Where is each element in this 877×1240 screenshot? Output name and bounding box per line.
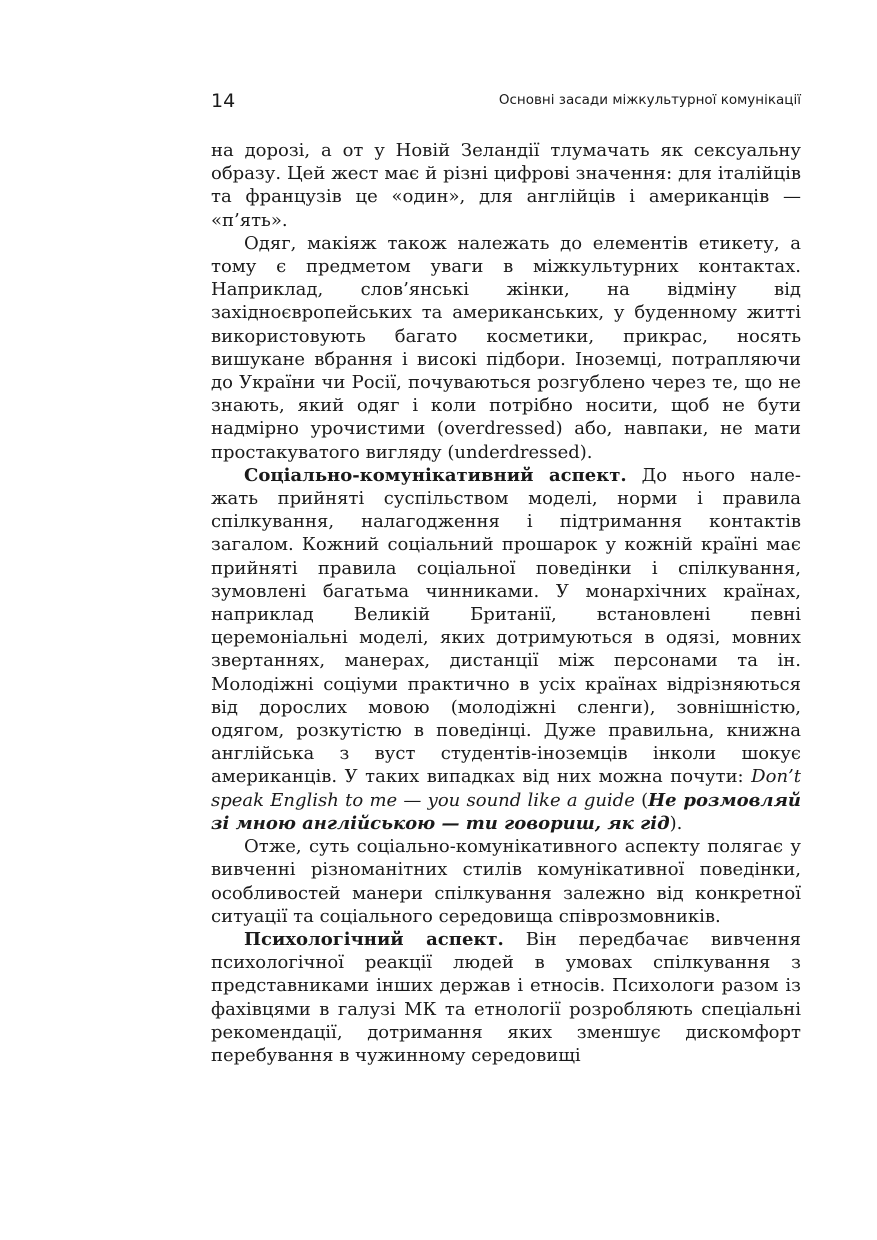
close-paren: ).	[669, 812, 683, 834]
paragraph-psychological-aspect	[211, 928, 801, 1067]
running-header	[211, 90, 801, 114]
running-title: Основні засади міжкультурної комунікації	[498, 92, 801, 108]
ukrainian-translation: Не розмовляй зі мною англійською — ти говориш, як гід	[211, 789, 801, 834]
paragraph-text: Одяг, макіяж також належать до елементів етикету, а тому є предметом уваги в міжкультурних контактах. Наприклад, слов’янські жінки, на відміну від західноєвропейських та американських, у буденному житті використовують багато косметики, прикрас, носять вишукане вбрання і високі підбори. Іноземці, потрапляючи до України чи Росії, почуваються розгублено через те, що не знають, який одяг і коли потрібно носити, щоб не бути надмірно урочистими (overdressed) або, навпаки, не мати простакуватого вигляду (underdressed).	[211, 232, 801, 463]
open-paren: (	[634, 789, 649, 811]
body-text	[211, 139, 801, 1067]
paragraph-clothing	[211, 232, 801, 464]
paragraph-continuation	[211, 139, 801, 232]
paragraph-text: на дорозі, а от у Новій Зеландії тлумачать як сексуальну образу. Цей жест має й різні цифрові значення: для італійців та французів це «один», для англійців і американців — «п’ять».	[211, 140, 801, 231]
paragraph-text: Він передбачає вивчення психологічної реакції людей в умовах спілкування з представниками інших держав і етносів. Психологи разом із фахівцями в галузі МК та етнології розробляють спеціальні рекомендації, дотримання яких зменшує дискомфорт перебування в чужинному середовищі	[211, 928, 801, 1066]
paragraph-social-aspect	[211, 464, 801, 835]
section-term-psychological: Психологічний аспект.	[244, 928, 504, 950]
section-term-social: Соціально-комунікативний аспект.	[244, 464, 627, 486]
english-quote: Don’t speak English to me — you sound like a guide	[211, 766, 801, 811]
paragraph-text: Отже, суть соціально-комунікативного аспекту полягає у вивченні різноманітних стилів комунікативної поведінки, особливостей манери спілкування залежно від конкретної ситуації та соціального середовища співрозмовників.	[211, 836, 801, 927]
paragraph-text: До нього належать прийняті суспільством моделі, норми і правила спілкування, налагодження і підтримання контактів загалом. Кожний соціальний прошарок у кожній країні має прийняті правила соціальної поведінки і спілкування, зумовлені багатьма чинниками. У монархічних країнах, наприклад Великій Британії, встановлені певні церемоніальні моделі, яких дотримуються в одязі, мовних звертаннях, манерах, дистанції між персонами та ін. Молодіжні соціуми практично в усіх країнах відрізняються від дорослих мовою (молодіжні сленги), зовнішністю, одягом, розкутістю в поведінці. Дуже правильна, книжна англійська з вуст студентів-іноземців інколи шокує американців. У таких випадках від них можна почути:	[211, 464, 801, 788]
page-number: 14	[211, 90, 236, 112]
paragraph-summary	[211, 835, 801, 928]
